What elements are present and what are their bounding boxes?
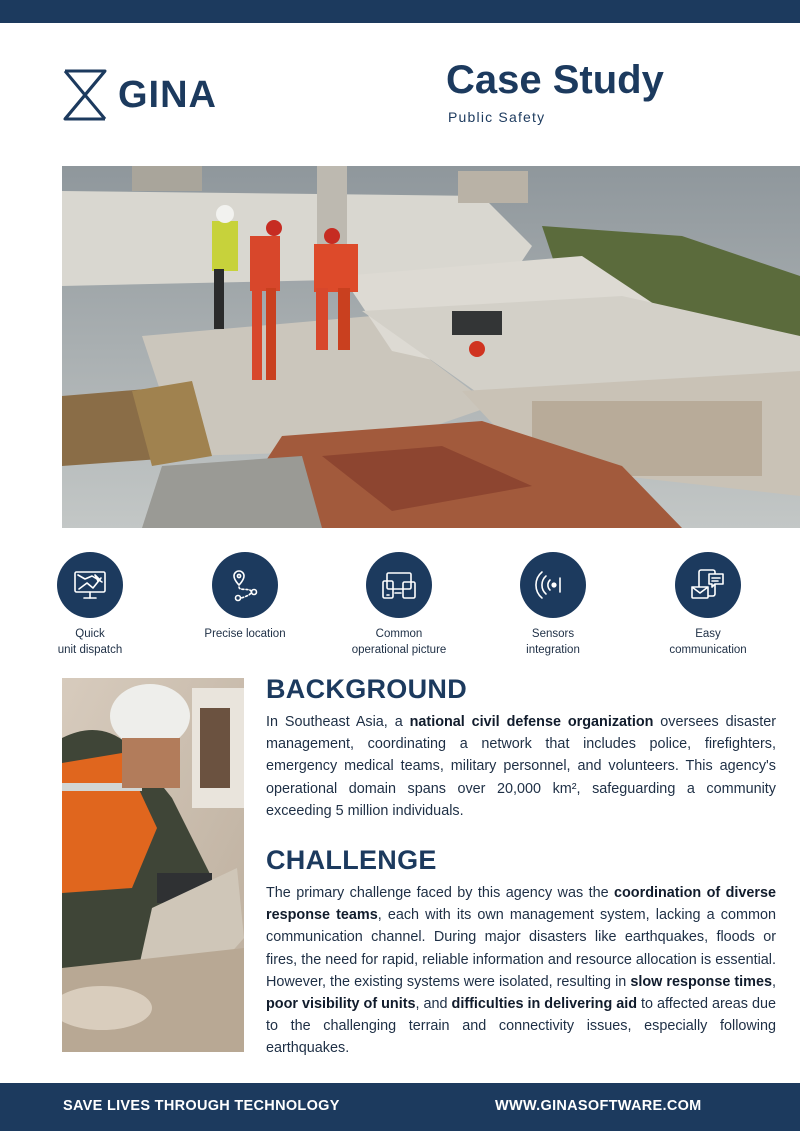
text-run: , and bbox=[415, 996, 452, 1013]
feature-label: Quick unit dispatch bbox=[57, 628, 123, 656]
feature-list bbox=[0, 552, 800, 662]
feature-communication bbox=[638, 552, 778, 658]
footer-slogan: SAVE LIVES THROUGH TECHNOLOGY bbox=[63, 1098, 340, 1114]
brand-name: GINA bbox=[118, 73, 217, 116]
challenge-section bbox=[266, 845, 776, 1060]
text-run: , each with its own management system, lacking a common communication channel. During major disasters like earthquakes, floods or fires, the need for rapid, reliable information and resource allocation is essential. However, the existing systems were isolated, resulting in bbox=[266, 907, 776, 990]
text-bold: national civil defense organization bbox=[409, 714, 654, 730]
challenge-text bbox=[266, 882, 776, 1060]
page-title: Case Study bbox=[446, 58, 664, 102]
hero-photo bbox=[62, 166, 800, 528]
text-run: , bbox=[772, 973, 776, 990]
footer-bar bbox=[0, 1083, 800, 1131]
background-text bbox=[266, 711, 776, 822]
text-bold: poor visibility of units bbox=[266, 996, 416, 1013]
rescuer-photo bbox=[62, 678, 244, 1052]
feature-precise-location bbox=[175, 552, 315, 642]
monitor-map-icon bbox=[57, 552, 123, 618]
background-heading: BACKGROUND bbox=[266, 674, 467, 704]
feature-label: Precise location bbox=[204, 628, 286, 640]
sensor-signal-icon bbox=[520, 552, 586, 618]
feature-sensors bbox=[483, 552, 623, 658]
text-bold: slow response times bbox=[630, 973, 772, 990]
feature-quick-dispatch bbox=[20, 552, 160, 658]
feature-label: Sensors integration bbox=[526, 628, 580, 656]
route-pin-icon bbox=[212, 552, 278, 618]
gina-logo bbox=[62, 68, 217, 122]
website-link[interactable]: WWW.GINASOFTWARE.COM bbox=[495, 1098, 702, 1114]
feature-operational-picture bbox=[329, 552, 469, 658]
feature-label: Common operational picture bbox=[351, 628, 447, 656]
devices-icon bbox=[366, 552, 432, 618]
top-bar bbox=[0, 0, 800, 23]
text-run: to affected areas due to the challenging terrain and connectivity issues, especially following earthquakes. bbox=[266, 996, 776, 1057]
background-section bbox=[266, 674, 776, 822]
text-run: oversees disaster management, coordinating a network that includes police, firefighters, emergency medical teams, military personnel, and volunteers. This agency's operational domain spans over 20,000 km², safeguarding a community exceeding 5 million individuals. bbox=[266, 714, 776, 819]
gina-logo-icon bbox=[62, 68, 108, 122]
messages-icon bbox=[675, 552, 741, 618]
text-bold: coordination of diverse response teams bbox=[266, 885, 776, 924]
challenge-heading: CHALLENGE bbox=[266, 845, 437, 875]
feature-label: Easy communication bbox=[669, 628, 747, 656]
page-subtitle: Public Safety bbox=[448, 109, 546, 125]
text-run: In Southeast Asia, a bbox=[266, 714, 410, 730]
text-bold: difficulties in delivering aid bbox=[451, 996, 638, 1013]
text-run: The primary challenge faced by this agency was the bbox=[266, 885, 615, 901]
